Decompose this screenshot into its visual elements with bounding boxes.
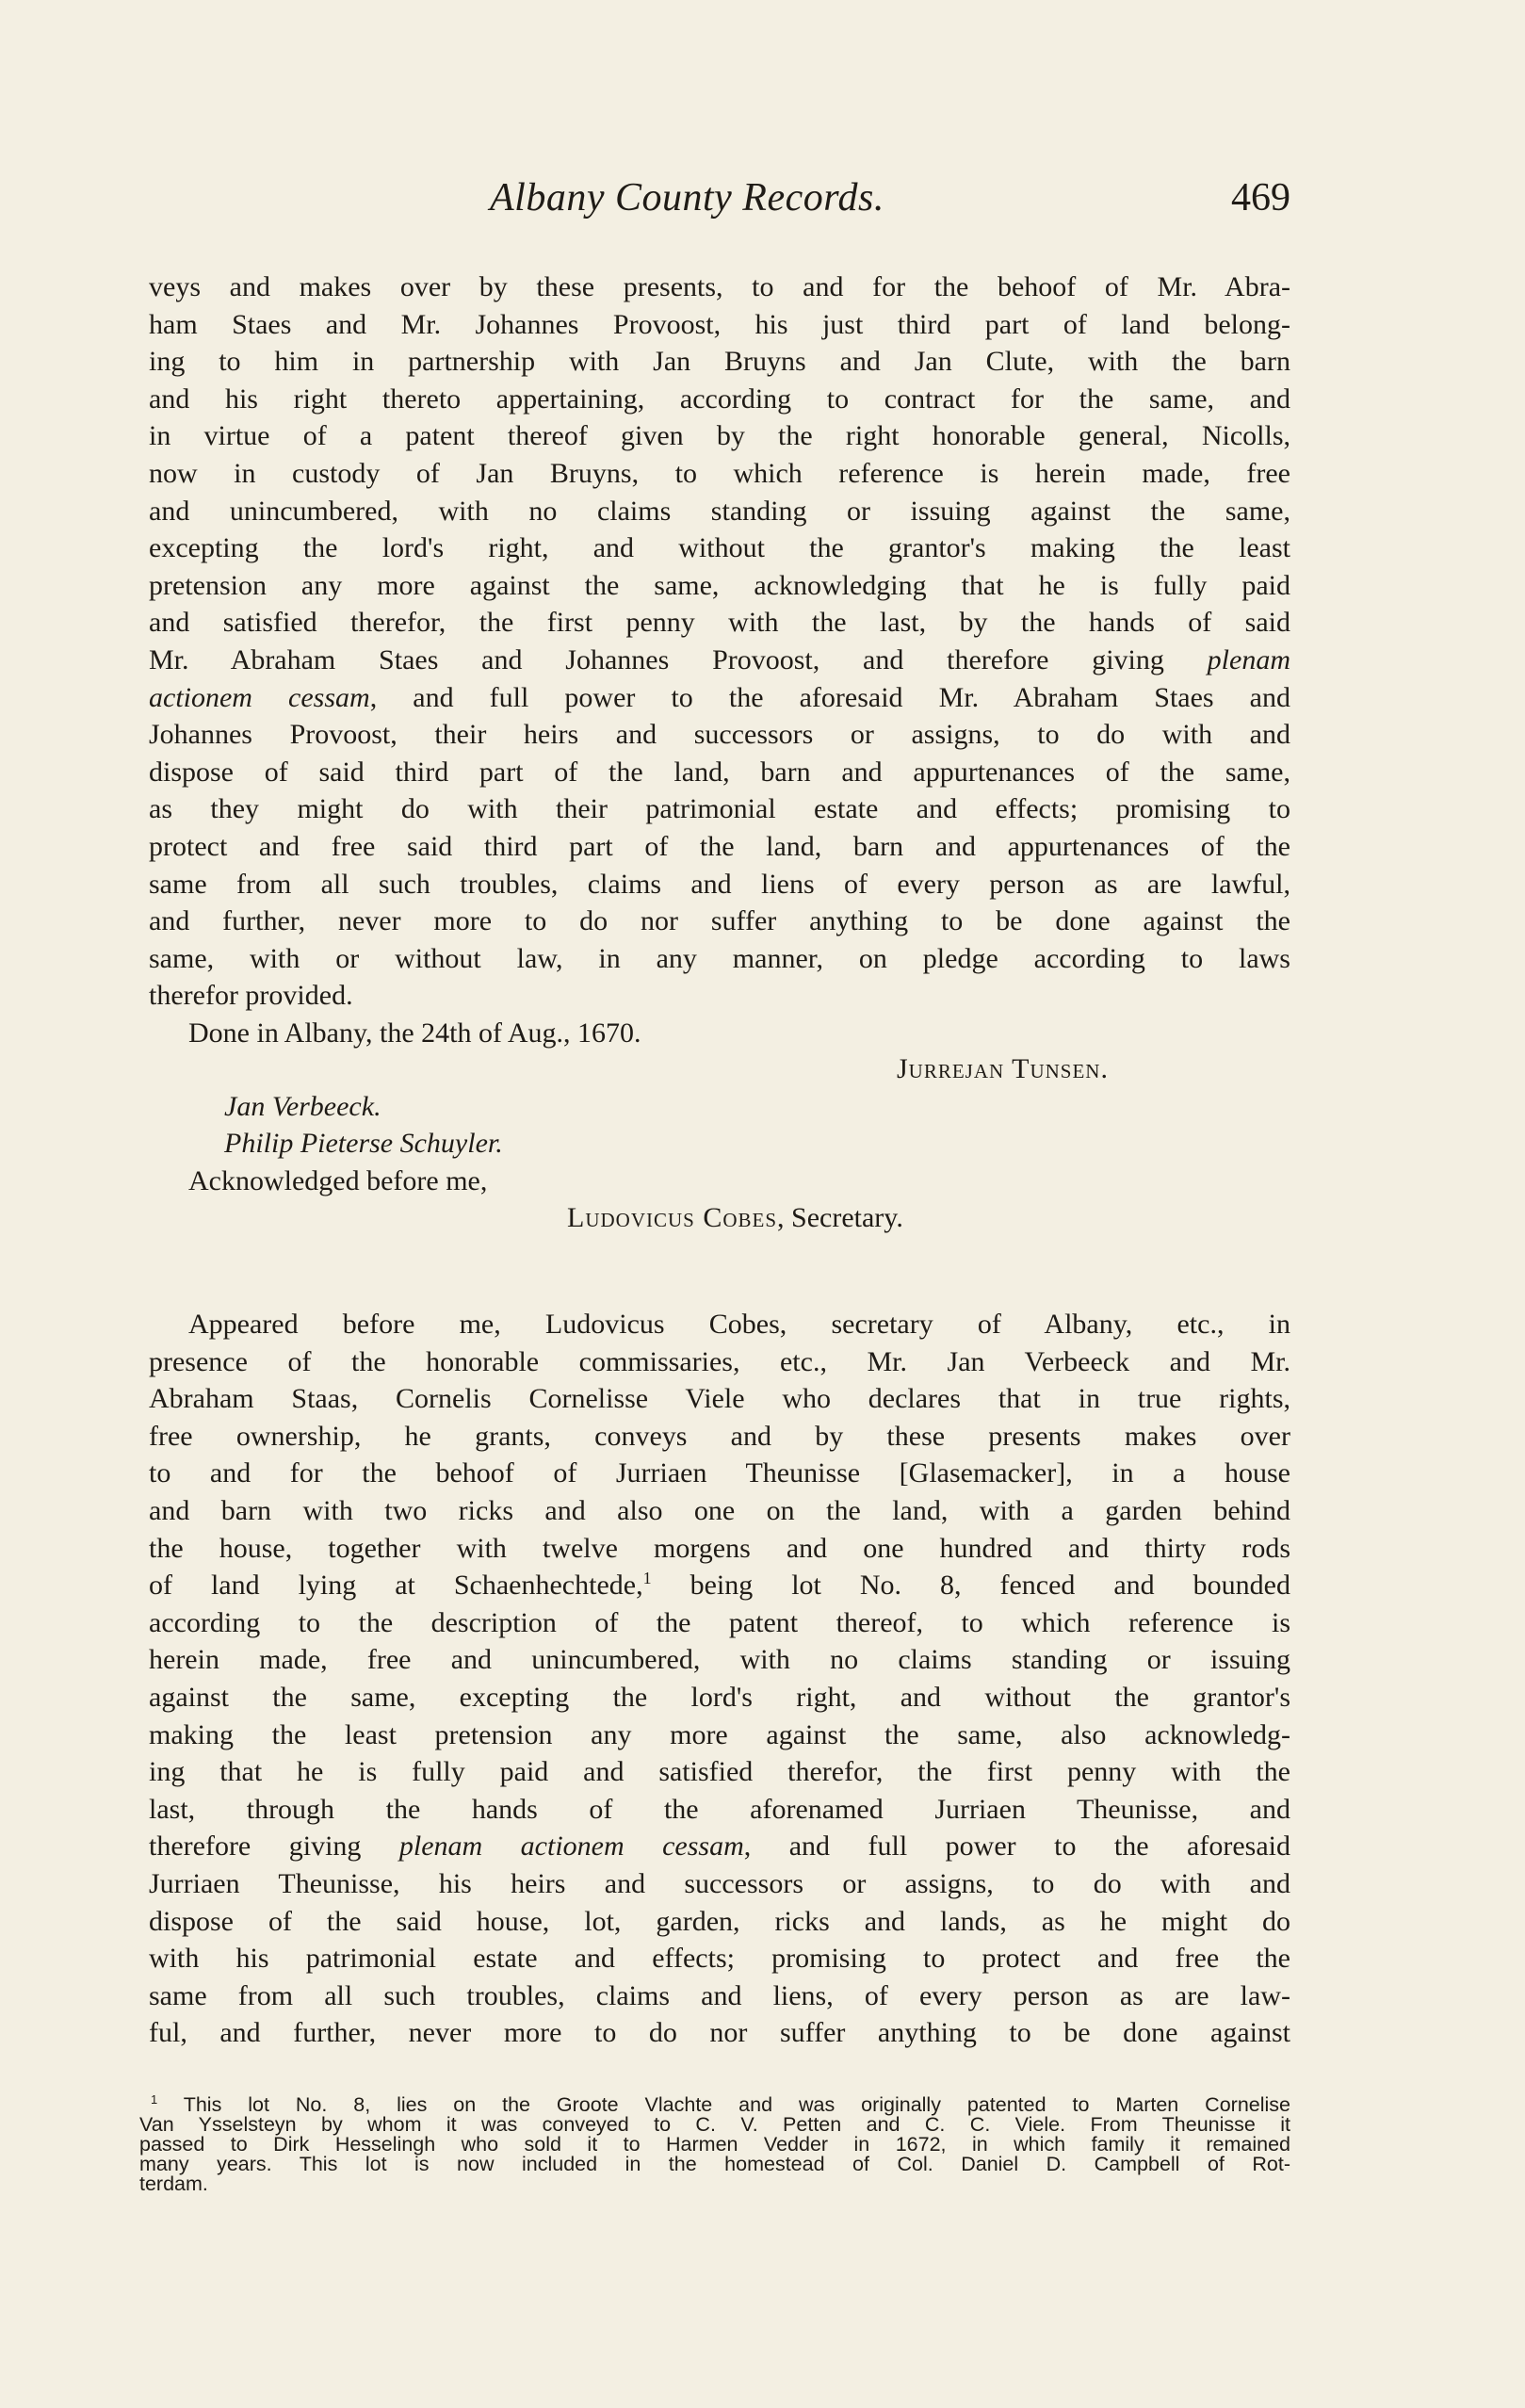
text-line: excepting the lord's right, and without the grantor's making the least [149,532,1290,564]
paragraph-second-deed [149,1306,1290,2052]
text-line: Jurriaen Theunisse, his heirs and successors or assigns, to do with and [149,1867,1290,1899]
done-in-albany-line: Done in Albany, the 24th of Aug., 1670. [188,1017,641,1049]
text-line: ham Staes and Mr. Johannes Provoost, his just third part of land belong- [149,308,1290,340]
text-line: veys and makes over by these presents, to and for the behoof of Mr. Abra- [149,271,1290,302]
witness-signature: Philip Pieterse Schuyler. [224,1128,503,1160]
text-line: ing that he is fully paid and satisfied therefor, the first penny with the [149,1756,1290,1788]
italic-latin-phrase: plenam actionem cessam [398,1830,744,1863]
text-line: same from all such troubles, claims and liens, of every person as are law- [149,1979,1290,2011]
paragraph-deed-continuation [149,268,1290,1051]
witness-signature: Jan Verbeeck. [224,1090,381,1122]
text-line: ing to him in partnership with Jan Bruyns and Jan Clute, with the barn [149,346,1290,378]
text-line: in virtue of a patent thereof given by the right honorable general, Nicolls, [149,420,1290,452]
text-line: same from all such troubles, claims and liens of every person as are lawful, [149,868,1290,900]
text-line: same, with or without law, in any manner, on pledge according to laws [149,942,1290,974]
footnote [139,2091,1290,2195]
text-line: dispose of the said house, lot, garden, ricks and lands, as he might do [149,1905,1290,1937]
text-line: herein made, free and unincumbered, with no claims standing or issuing [149,1644,1290,1676]
paragraph-lines [149,1306,1290,2052]
text-line: according to the description of the patent thereof, to which reference is [149,1606,1290,1638]
text-line: pretension any more against the same, acknowledging that he is fully paid [149,569,1290,601]
text-line: and unincumbered, with no claims standing or issuing against the same, [149,495,1290,527]
secretary-name: Ludovicus Cobes [567,1202,778,1234]
paragraph-last-line: therefor provided. [149,980,353,1012]
secretary-title: , Secretary. [777,1202,903,1234]
italic-latin-phrase: plenam [1207,643,1290,675]
page-number: 469 [1231,176,1290,220]
text-line: Mr. Abraham Staes and Johannes Provoost, and therefore giving plenam [149,643,1290,675]
text-line: free ownership, he grants, conveys and by these presents makes over [149,1420,1290,1452]
italic-latin-phrase: actionem cessam [149,681,370,713]
running-head [149,175,1290,232]
text-line: Johannes Provoost, their heirs and successors or assigns, to do with and [149,719,1290,751]
text-line: many years. This lot is now included in the homestead of Col. Daniel D. Campbell of Rot- [139,2153,1290,2175]
text-line: as they might do with their patrimonial estate and effects; promising to [149,793,1290,825]
text-line: ful, and further, never more to do nor suffer anything to be done against [149,2017,1290,2049]
text-line: and his right thereto appertaining, according to contract for the same, and [149,382,1290,415]
text-line: and satisfied therefor, the first penny with the last, by the hands of said [149,607,1290,639]
text-line: now in custody of Jan Bruyns, to which reference is herein made, free [149,457,1290,489]
text-line: and barn with two ricks and also one on the land, with a garden behind [149,1494,1290,1526]
text-line: Appeared before me, Ludovicus Cobes, secretary of Albany, etc., in [188,1309,1290,1340]
text-line: of land lying at Schaenhechtede,$^1$ being lot No. 8, fenced and bounded [149,1569,1290,1602]
acknowledged-line: Acknowledged before me, [188,1164,488,1196]
footnote-marker: 1 [642,1569,652,1588]
running-title: Albany County Records. [490,176,884,220]
text-line: with his patrimonial estate and effects; promising to protect and free the [149,1943,1290,1975]
paragraph-lines [149,268,1290,977]
grantor-signature: Jurrejan Tunsen. [897,1053,1109,1084]
text-line: the house, together with twelve morgens and one hundred and thirty rods [149,1532,1290,1564]
text-line: dispose of said third part of the land, barn and appurtenances of the same, [149,756,1290,788]
text-line: $^1$ This lot No. 8, lies on the Groote Vlachte and was originally patented to Marten Cornelise [151,2091,1290,2116]
text-line: passed to Dirk Hesselingh who sold it to Harmen Vedder in 1672, in which family it remained [139,2133,1290,2156]
text-line: actionem cessam, and full power to the aforesaid Mr. Abraham Staes and [149,681,1290,713]
signature-block [149,1050,1290,1237]
text-line: Abraham Staas, Cornelis Cornelisse Viele who declares that in true rights, [149,1383,1290,1415]
text-line: therefore giving plenam actionem cessam, and full power to the aforesaid [149,1830,1290,1863]
text-line: to and for the behoof of Jurriaen Theunisse [Glasemacker], in a house [149,1457,1290,1489]
secretary-signature [149,1199,1290,1237]
text-line: Van Ysselsteyn by whom it was conveyed to C. V. Petten and C. C. Viele. From Theunisse it [139,2113,1290,2136]
text-line: making the least pretension any more against the same, also acknowledg- [149,1718,1290,1750]
text-line: last, through the hands of the aforenamed Jurriaen Theunisse, and [149,1793,1290,1825]
footnote-lines [139,2091,1290,2175]
text-line: protect and free said third part of the land, barn and appurtenances of the [149,830,1290,862]
footnote-marker: 1 [151,2091,158,2107]
text-line: against the same, excepting the lord's right, and without the grantor's [149,1681,1290,1713]
footnote-last-line: terdam. [139,2172,208,2195]
text-line: presence of the honorable commissaries, etc., Mr. Jan Verbeeck and Mr. [149,1345,1290,1377]
text-line: and further, never more to do nor suffer anything to be done against the [149,905,1290,937]
